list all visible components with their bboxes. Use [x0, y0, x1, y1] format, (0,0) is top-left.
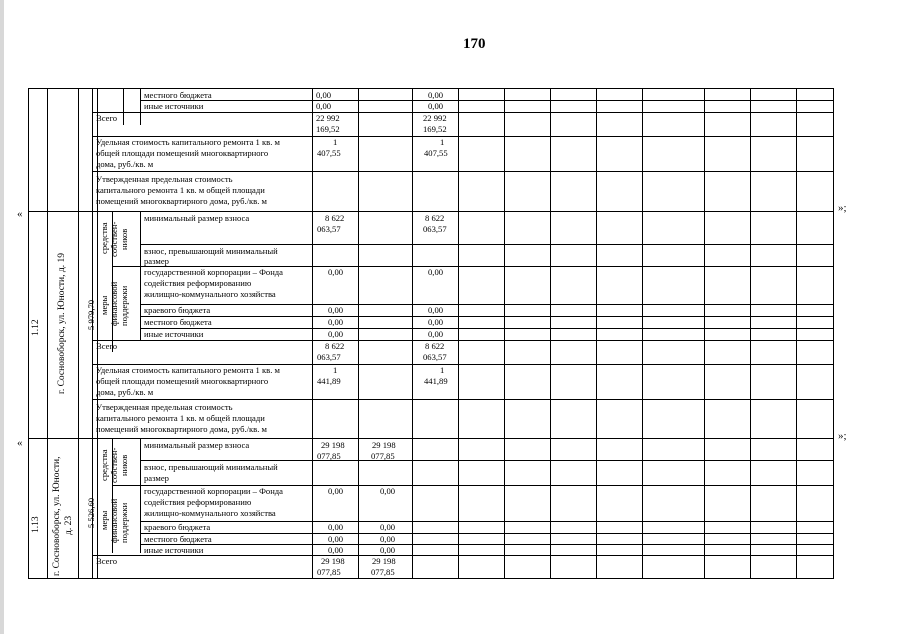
scan-edge-shadow: [0, 0, 4, 634]
label-min-vznos-112: минимальный размер взноса: [144, 213, 250, 223]
val-min-vznos-112-3a: 8 622: [425, 213, 445, 223]
val-kraevogo-112-3: 0,00: [428, 305, 444, 315]
label-udelnaya-112-2: общей площади помещений многоквартирного: [96, 376, 269, 386]
label-utverzhd-top-1: Утвержденная предельная стоимость: [96, 174, 233, 184]
close-quote-111: »;: [838, 202, 847, 214]
val-min-vznos-113-2b: 077,85: [371, 451, 395, 461]
val-fond-113-1: 0,00: [328, 486, 344, 496]
label-udelnaya-top-3: дома, руб./кв. м: [96, 159, 154, 169]
label-min-vznos-113: минимальный размер взноса: [144, 440, 250, 450]
val-min-vznos-112-3b: 063,57: [423, 224, 447, 234]
val-udelnaya-112-1a: 1: [333, 365, 338, 375]
val-kraevogo-113-1: 0,00: [328, 522, 344, 532]
close-quote-112: »;: [838, 430, 847, 442]
val-mestnogo-112-3: 0,00: [428, 317, 444, 327]
sredstva-112-1: средства: [99, 222, 109, 254]
label-kraevogo-112: краевого бюджета: [144, 305, 211, 315]
label-utverzhd-top-2: капитального ремонта 1 кв. м общей площади: [96, 185, 265, 195]
val-inye-112-3: 0,00: [428, 329, 444, 339]
label-kraevogo-113: краевого бюджета: [144, 522, 211, 532]
val-fond-112-3: 0,00: [428, 267, 444, 277]
row-112-number: 1.12: [31, 319, 41, 336]
label-udelnaya-top-1: Удельная стоимость капитального ремонта 1 кв. м: [96, 137, 280, 147]
label-fond-113-2: содействия реформированию: [144, 497, 252, 507]
label-udelnaya-112-1: Удельная стоимость капитального ремонта 1 кв. м: [96, 365, 280, 375]
row-112-address: г. Сосновоборск, ул. Юности, д. 19: [57, 253, 67, 394]
label-fond-113-1: государственной корпорации – Фонда: [144, 486, 283, 496]
val-vsego-top-3a: 22 992: [423, 113, 447, 123]
row-112-area: 5 979,70: [86, 299, 96, 330]
label-udelnaya-top-2: общей площади помещений многоквартирного: [96, 148, 269, 158]
val-inye-113-1: 0,00: [328, 545, 344, 555]
val-vsego-112-3b: 063,57: [423, 352, 447, 362]
val-udelnaya-top-3b: 407,55: [424, 148, 448, 158]
val-vsego-top-3b: 169,52: [423, 124, 447, 134]
val-min-vznos-112-1a: 8 622: [325, 213, 345, 223]
sredstva-112-3: ников: [119, 228, 129, 250]
label-fond-112-2: содействия реформированию: [144, 278, 252, 288]
label-vznos-prev-112-2: размер: [144, 256, 169, 266]
label-udelnaya-112-3: дома, руб./кв. м: [96, 387, 154, 397]
label-vsego-top: Всего: [96, 113, 118, 123]
row-113-address-1: г. Сосновоборск, ул. Юности,: [52, 456, 62, 576]
val-vsego-top-1b: 169,52: [316, 124, 340, 134]
val-mestnogo-112-1: 0,00: [328, 317, 344, 327]
label-inye-top: иные источники: [144, 101, 204, 111]
open-quote-112: «: [17, 208, 23, 220]
val-min-vznos-113-1b: 077,85: [317, 451, 341, 461]
open-quote-113: «: [17, 437, 23, 449]
val-mestnogo-top-3: 0,00: [428, 90, 444, 100]
val-udelnaya-112-3b: 441,89: [424, 376, 448, 386]
val-fond-113-2: 0,00: [380, 486, 396, 496]
label-utverzhd-top-3: помещений многоквартирного дома, руб./кв. м: [96, 196, 267, 206]
val-mestnogo-top-1: 0,00: [316, 90, 332, 100]
val-udelnaya-112-3a: 1: [440, 365, 445, 375]
label-utverzhd-112-2: капитального ремонта 1 кв. м общей площади: [96, 413, 265, 423]
val-udelnaya-112-1b: 441,89: [317, 376, 341, 386]
page-number: 170: [463, 36, 486, 52]
val-inye-113-2: 0,00: [380, 545, 396, 555]
val-vsego-112-1a: 8 622: [325, 341, 345, 351]
capital-repair-table: [28, 88, 834, 578]
val-vsego-113-2b: 077,85: [371, 567, 395, 577]
row-113-address-2: д. 23: [64, 515, 74, 535]
mery-112-2: финансовой: [109, 281, 119, 326]
val-vsego-113-2a: 29 198: [372, 556, 396, 566]
val-mestnogo-113-1: 0,00: [328, 534, 344, 544]
val-min-vznos-112-1b: 063,57: [317, 224, 341, 234]
val-vsego-113-1a: 29 198: [321, 556, 345, 566]
mery-113-1: меры: [99, 510, 109, 530]
sredstva-113-1: средства: [99, 449, 109, 481]
sredstva-112-2: собствен-: [109, 221, 119, 257]
val-inye-top-1: 0,00: [316, 101, 332, 111]
mery-112-3: поддержки: [119, 285, 129, 326]
label-fond-112-1: государственной корпорации – Фонда: [144, 267, 283, 277]
val-vsego-112-1b: 063,57: [317, 352, 341, 362]
val-kraevogo-113-2: 0,00: [380, 522, 396, 532]
mery-113-3: поддержки: [119, 502, 129, 543]
label-mestnogo-top: местного бюджета: [144, 90, 212, 100]
val-udelnaya-top-1b: 407,55: [317, 148, 341, 158]
label-vznos-prev-112-1: взнос, превышающий минимальный: [144, 246, 278, 256]
label-inye-112: иные источники: [144, 329, 204, 339]
val-vsego-top-1a: 22 992: [316, 113, 340, 123]
label-vznos-prev-113-2: размер: [144, 473, 169, 483]
label-inye-113: иные источники: [144, 545, 204, 555]
label-vsego-112: Всего: [96, 341, 118, 351]
sredstva-113-3: ников: [119, 454, 129, 476]
val-kraevogo-112-1: 0,00: [328, 305, 344, 315]
val-inye-112-1: 0,00: [328, 329, 344, 339]
val-min-vznos-113-2a: 29 198: [372, 440, 396, 450]
mery-112-1: меры: [99, 295, 109, 315]
val-fond-112-1: 0,00: [328, 267, 344, 277]
sredstva-113-2: собствен-: [109, 447, 119, 483]
label-mestnogo-113: местного бюджета: [144, 534, 212, 544]
label-fond-113-3: жилищно-коммунального хозяйства: [144, 508, 276, 518]
row-113-number: 1.13: [31, 516, 41, 533]
val-udelnaya-top-1a: 1: [333, 137, 338, 147]
val-udelnaya-top-3a: 1: [440, 137, 445, 147]
label-utverzhd-112-1: Утвержденная предельная стоимость: [96, 402, 233, 412]
label-utverzhd-112-3: помещений многоквартирного дома, руб./кв. м: [96, 424, 267, 434]
label-fond-112-3: жилищно-коммунального хозяйства: [144, 289, 276, 299]
label-vznos-prev-113-1: взнос, превышающий минимальный: [144, 462, 278, 472]
label-mestnogo-112: местного бюджета: [144, 317, 212, 327]
val-min-vznos-113-1a: 29 198: [321, 440, 345, 450]
val-vsego-112-3a: 8 622: [425, 341, 445, 351]
label-vsego-113: Всего: [96, 556, 118, 566]
val-mestnogo-113-2: 0,00: [380, 534, 396, 544]
val-vsego-113-1b: 077,85: [317, 567, 341, 577]
val-inye-top-3: 0,00: [428, 101, 444, 111]
row-113-area: 5 526,60: [86, 497, 96, 528]
mery-113-2: финансовой: [109, 498, 119, 543]
